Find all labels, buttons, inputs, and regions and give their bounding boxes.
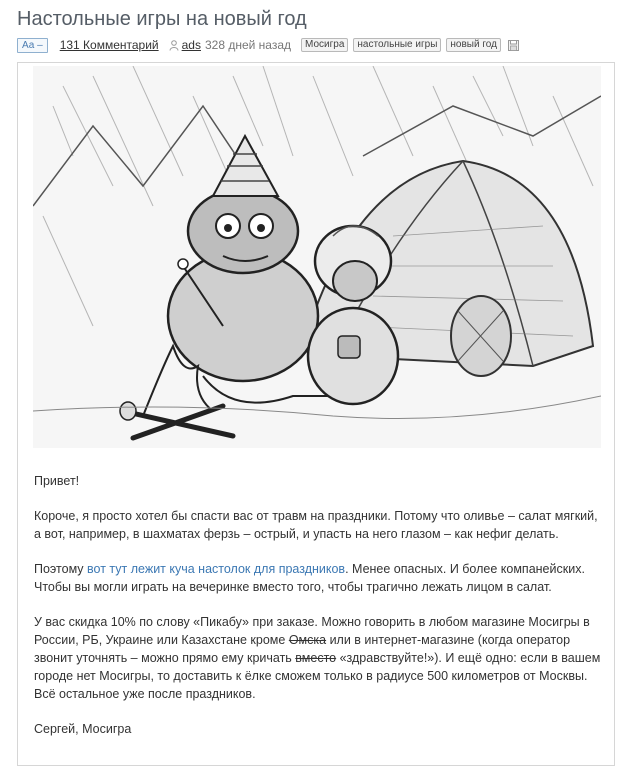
tag-board-games[interactable]: настольные игры — [353, 38, 441, 52]
strikethrough-omsk: Омска — [288, 633, 327, 647]
greeting-paragraph: Привет! — [34, 474, 80, 488]
post-meta — [17, 37, 519, 53]
comments-link[interactable]: 131 Комментарий — [59, 38, 159, 52]
signature: Сергей, Мосигра — [34, 722, 132, 736]
story-block — [17, 62, 615, 766]
paragraph-3-part3: «здравствуйте!»). И ещё одно: если в вашем городе нет Мосигры, то доставить к ёлке сможем только в радиусе 500 километров от Москвы. Всё остальное уже после праздников. — [34, 651, 601, 701]
post-content — [34, 472, 604, 755]
paragraph-2-suffix: . Менее опасных. И более компанейских. Чтобы вы могли играть на вечеринке вместо того, чтобы трагично лежать лицом в салат. — [34, 562, 585, 594]
save-icon[interactable] — [508, 40, 519, 51]
tag-mosigra[interactable]: Мосигра — [301, 38, 348, 52]
pencil-sketch-illustration — [33, 66, 601, 448]
post-title[interactable]: Настольные игры на новый год — [17, 8, 307, 30]
paragraph-1: Короче, я просто хотел бы спасти вас от травм на праздники. Потому что оливье – салат мягкий, а вот, например, в шахматах ферзь – острый, и упасть на него глазом – как нефиг делать. — [34, 509, 598, 541]
tag-new-year[interactable]: новый год — [446, 38, 501, 52]
board-games-link[interactable]: вот тут лежит куча настолок для праздников — [87, 562, 346, 576]
author-link[interactable]: ads — [181, 38, 201, 52]
strikethrough-instead: вместо — [295, 651, 337, 665]
post-time: 328 дней назад — [204, 38, 292, 52]
paragraph-3-part1: У вас скидка 10% по слову «Пикабу» при заказе. Можно говорить в любом магазине Мосигры в России, РБ, Украине или Казахстане кроме — [34, 615, 590, 647]
user-icon — [169, 40, 179, 51]
paragraph-2 — [34, 560, 604, 596]
text-size-toggle[interactable]: Аа – — [17, 38, 48, 53]
paragraph-2-prefix: Поэтому — [34, 562, 88, 576]
paragraph-3 — [34, 613, 604, 703]
paragraph-3-part2: или в интернет-магазине (когда оператор звонит уточнять – можно прямо ему кричать — [34, 633, 571, 665]
